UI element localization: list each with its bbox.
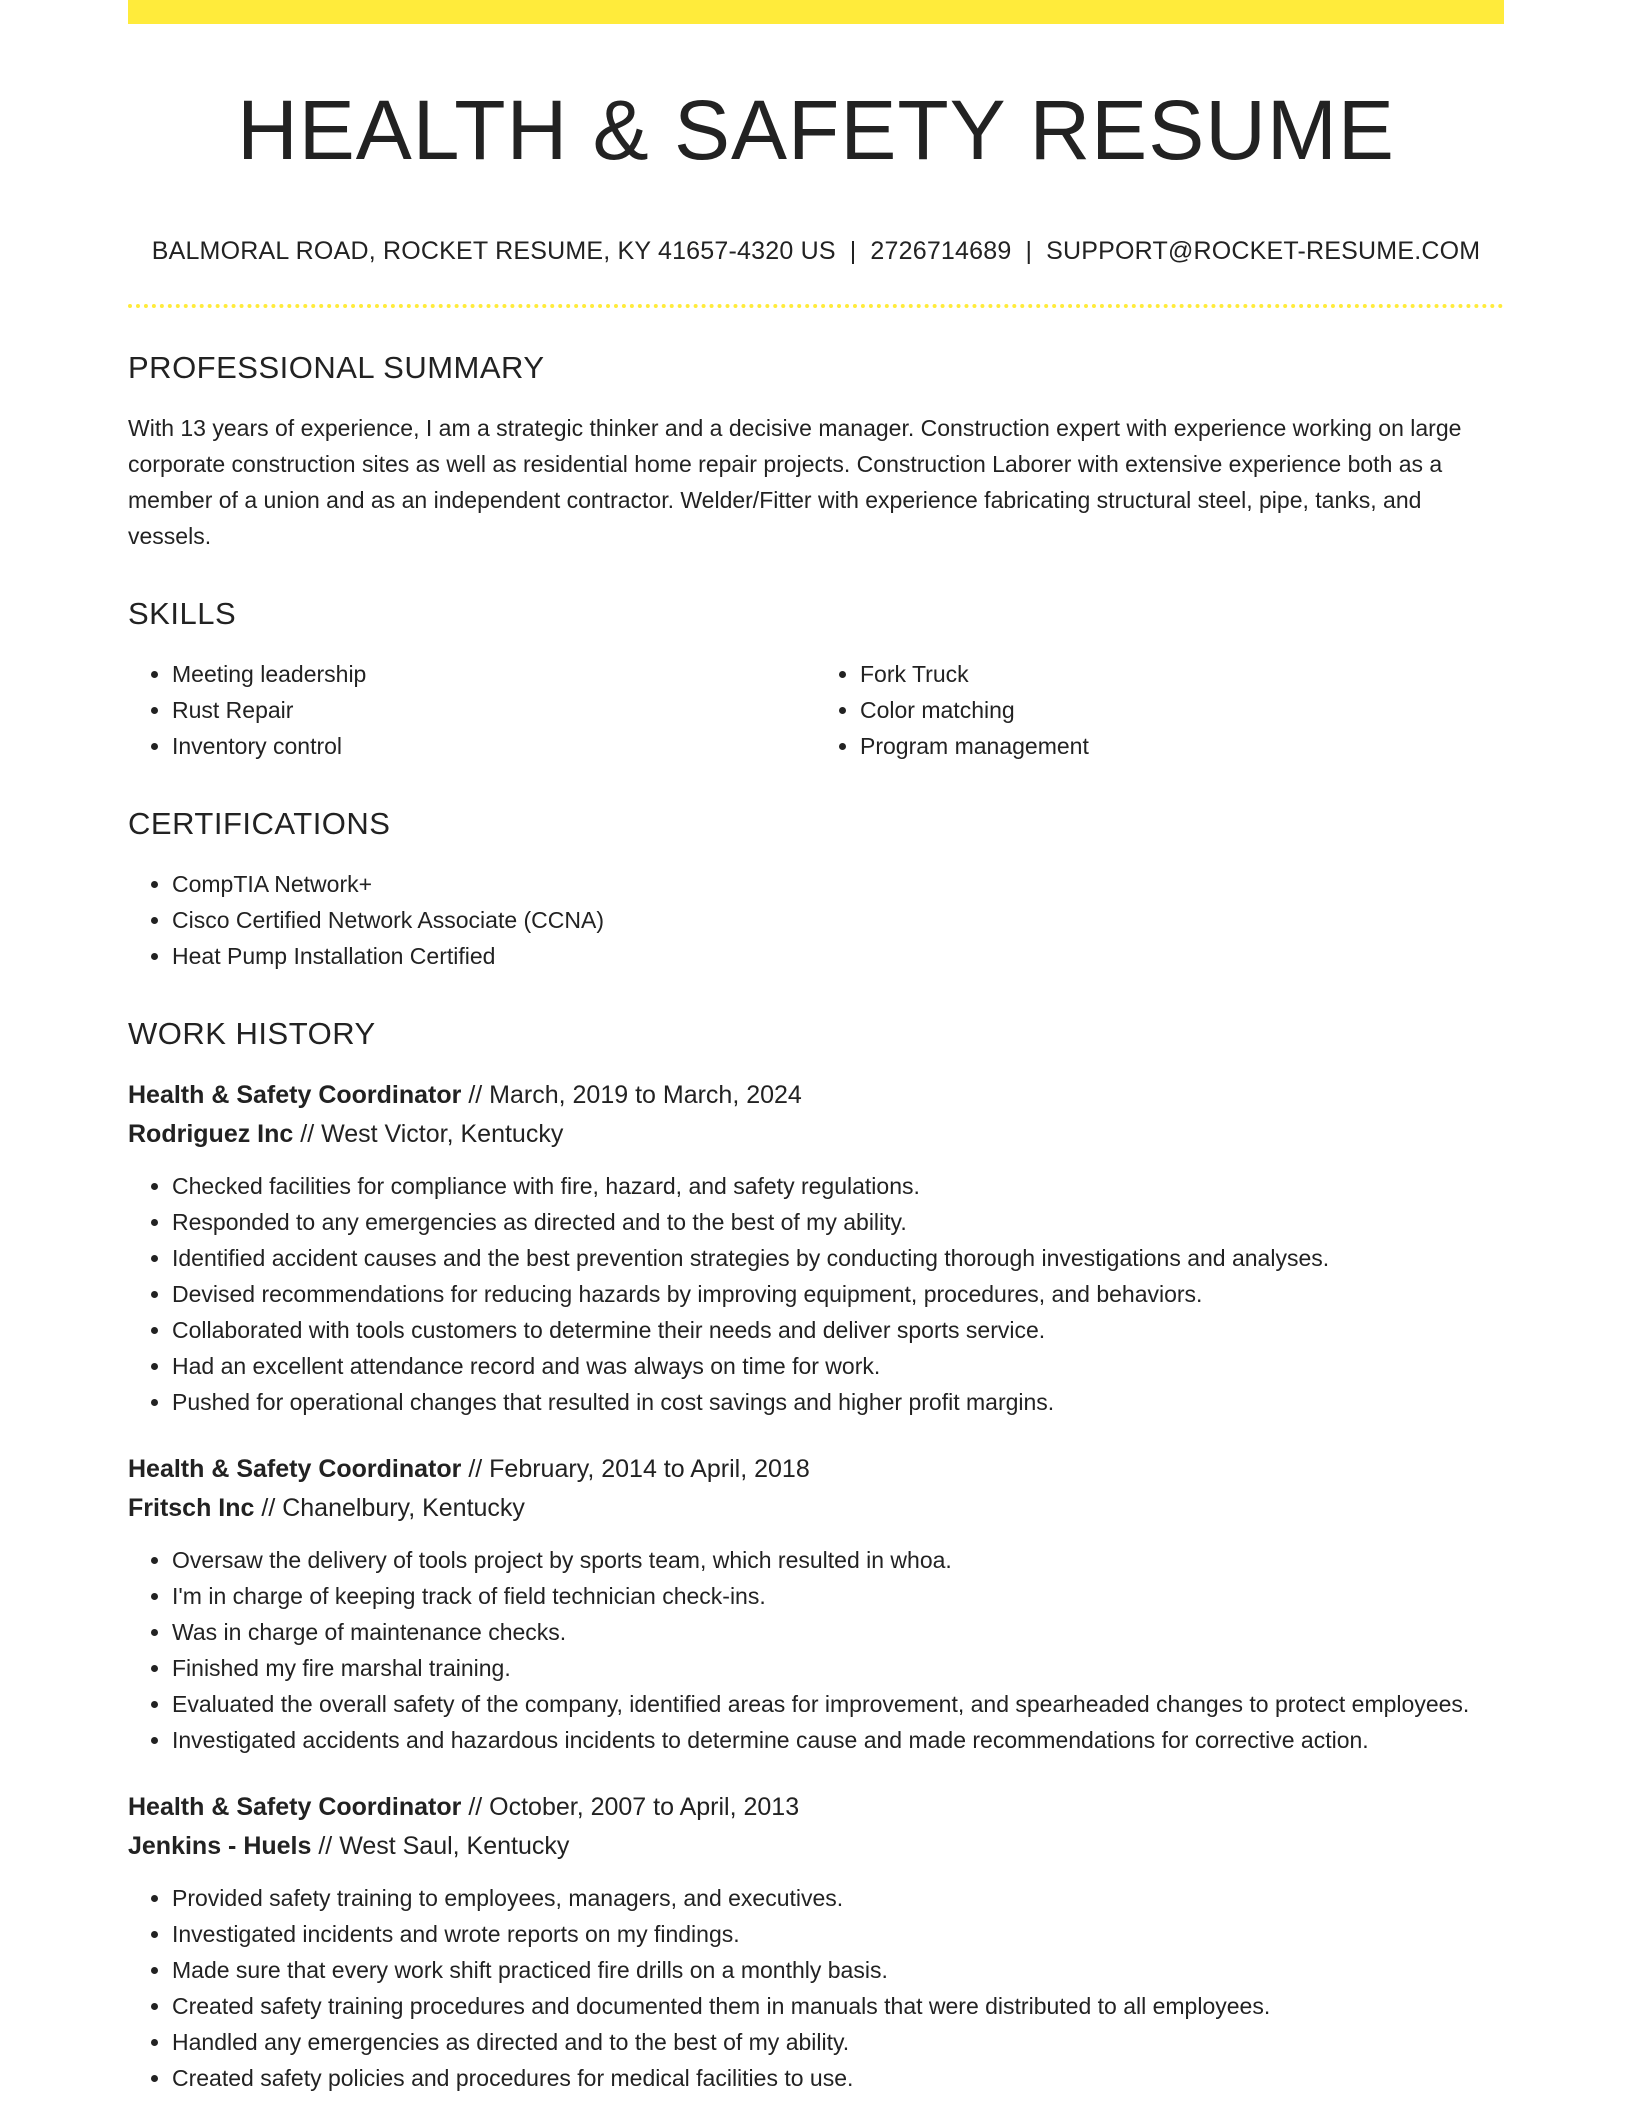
job-bullet: • Devised recommendations for reducing hazards by improving equipment, procedures, and behaviors. bbox=[172, 1276, 1504, 1312]
skill-item: • Color matching bbox=[860, 692, 1504, 728]
skills-list bbox=[128, 656, 1504, 764]
job-company: Jenkins - Huels bbox=[128, 1831, 312, 1860]
job-bullet: • Made sure that every work shift practiced fire drills on a monthly basis. bbox=[172, 1952, 1504, 1988]
job-bullet: • Investigated incidents and wrote reports on my findings. bbox=[172, 1916, 1504, 1952]
job-title: Health & Safety Coordinator bbox=[128, 1454, 462, 1483]
certification-item: • Cisco Certified Network Associate (CCNA) bbox=[172, 902, 1504, 938]
skills-heading: SKILLS bbox=[128, 595, 237, 631]
job-bullet: • Provided safety training to employees, managers, and executives. bbox=[172, 1880, 1504, 1916]
resume-title: HEALTH & SAFETY RESUME bbox=[237, 83, 1395, 177]
contact-line bbox=[128, 237, 1504, 266]
contact-separator: | bbox=[1025, 236, 1033, 265]
job-bullet: • Checked facilities for compliance with fire, hazard, and safety regulations. bbox=[172, 1168, 1504, 1204]
certifications-list bbox=[128, 866, 1504, 974]
job-title: Health & Safety Coordinator bbox=[128, 1792, 462, 1821]
contact-address: BALMORAL ROAD, ROCKET RESUME, KY 41657-4320 US bbox=[151, 236, 836, 265]
job-bullet: • Responded to any emergencies as directed and to the best of my ability. bbox=[172, 1204, 1504, 1240]
dotted-divider bbox=[128, 304, 1504, 308]
job-header bbox=[128, 1076, 1504, 1154]
job-bullet: • Was in charge of maintenance checks. bbox=[172, 1614, 1504, 1650]
certification-item: • Heat Pump Installation Certified bbox=[172, 938, 1504, 974]
work-history-heading: WORK HISTORY bbox=[128, 1015, 376, 1051]
resume-page bbox=[128, 0, 1504, 2096]
job-bullet: • Collaborated with tools customers to determine their needs and deliver sports service. bbox=[172, 1312, 1504, 1348]
skills-column-left bbox=[128, 656, 816, 764]
job-bullet-list bbox=[128, 1880, 1504, 2096]
job-bullet: • Handled any emergencies as directed and to the best of my ability. bbox=[172, 2024, 1504, 2060]
skill-item: • Rust Repair bbox=[172, 692, 816, 728]
job-company: Rodriguez Inc bbox=[128, 1119, 294, 1148]
contact-email: SUPPORT@ROCKET-RESUME.COM bbox=[1046, 236, 1481, 265]
contact-separator: | bbox=[849, 236, 857, 265]
certification-item: • CompTIA Network+ bbox=[172, 866, 1504, 902]
summary-heading: PROFESSIONAL SUMMARY bbox=[128, 349, 545, 385]
skill-item: • Meeting leadership bbox=[172, 656, 816, 692]
certifications-heading: CERTIFICATIONS bbox=[128, 805, 391, 841]
job-bullet: • Investigated accidents and hazardous incidents to determine cause and made recommendations for corrective action. bbox=[172, 1722, 1504, 1758]
skills-column-right bbox=[816, 656, 1504, 764]
job-bullet: • Created safety policies and procedures for medical facilities to use. bbox=[172, 2060, 1504, 2096]
job-header bbox=[128, 1450, 1504, 1528]
contact-phone: 2726714689 bbox=[870, 236, 1012, 265]
job-location: // Chanelbury, Kentucky bbox=[254, 1493, 525, 1522]
job-bullet: • Oversaw the delivery of tools project by sports team, which resulted in whoa. bbox=[172, 1542, 1504, 1578]
job-bullet: • Created safety training procedures and documented them in manuals that were distributed to all employees. bbox=[172, 1988, 1504, 2024]
job-bullet: • I'm in charge of keeping track of field technician check-ins. bbox=[172, 1578, 1504, 1614]
skill-item: • Fork Truck bbox=[860, 656, 1504, 692]
job-bullet-list bbox=[128, 1168, 1504, 1420]
job-bullet: • Identified accident causes and the best prevention strategies by conducting thorough investigations and analyses. bbox=[172, 1240, 1504, 1276]
job-header bbox=[128, 1788, 1504, 1866]
job-bullet-list bbox=[128, 1542, 1504, 1758]
skill-item: • Inventory control bbox=[172, 728, 816, 764]
job-dates: // October, 2007 to April, 2013 bbox=[461, 1792, 800, 1821]
job-dates: // February, 2014 to April, 2018 bbox=[461, 1454, 810, 1483]
accent-top-bar bbox=[128, 0, 1504, 24]
job-bullet: • Pushed for operational changes that resulted in cost savings and higher profit margins. bbox=[172, 1384, 1504, 1420]
job-bullet: • Finished my fire marshal training. bbox=[172, 1650, 1504, 1686]
job-location: // West Victor, Kentucky bbox=[293, 1119, 564, 1148]
job-location: // West Saul, Kentucky bbox=[311, 1831, 570, 1860]
job-bullet: • Had an excellent attendance record and was always on time for work. bbox=[172, 1348, 1504, 1384]
skill-item: • Program management bbox=[860, 728, 1504, 764]
job-bullet: • Evaluated the overall safety of the company, identified areas for improvement, and spearheaded changes to protect employees. bbox=[172, 1686, 1504, 1722]
job-company: Fritsch Inc bbox=[128, 1493, 255, 1522]
job-dates: // March, 2019 to March, 2024 bbox=[461, 1080, 802, 1109]
summary-text: With 13 years of experience, I am a strategic thinker and a decisive manager. Construction expert with experience working on large corporate construction sites as well as residential home repair projects. Construction Laborer with extensive experience both as a member of a union and as an independent contractor. Welder/Fitter with experience fabricating structural steel, pipe, tanks, and vessels. bbox=[128, 414, 1462, 549]
job-title: Health & Safety Coordinator bbox=[128, 1080, 462, 1109]
